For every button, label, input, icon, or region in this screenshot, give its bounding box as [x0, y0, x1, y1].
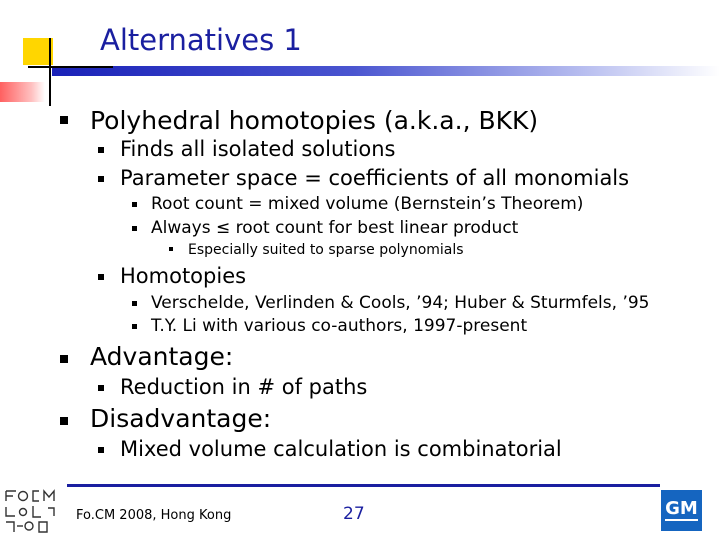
title-ornament-horizontal-line — [28, 66, 113, 68]
bullet-item: Polyhedral homotopies (a.k.a., BKK) — [90, 106, 539, 135]
bullet-item: Mixed volume calculation is combinatorial — [120, 437, 562, 461]
focm-logo-icon — [3, 488, 57, 536]
bullet-item: Especially suited to sparse polynomials — [188, 242, 464, 258]
slide-title: Alternatives 1 — [100, 23, 302, 57]
bullet-item: Reduction in # of paths — [120, 375, 368, 399]
bullet-square-icon — [169, 247, 173, 251]
bullet-square-icon — [60, 355, 68, 363]
bullet-item: T.Y. Li with various co-authors, 1997-present — [151, 316, 528, 336]
bullet-square-icon — [98, 447, 104, 453]
bullet-square-icon — [60, 417, 68, 425]
bullet-item: Verschelde, Verlinden & Cools, ’94; Huber & Sturmfels, ’95 — [151, 293, 650, 313]
bullet-item: Advantage: — [90, 342, 234, 371]
title-ornament-vertical-line — [49, 38, 51, 106]
gm-logo-text: GM — [665, 498, 698, 519]
bullet-square-icon — [132, 226, 137, 231]
title-accent-bar — [52, 66, 720, 76]
footer-rule — [67, 484, 660, 487]
slide-number: 27 — [343, 504, 365, 524]
bullet-item: Always ≤ root count for best linear product — [151, 218, 519, 238]
bullet-item: Homotopies — [120, 264, 247, 288]
gm-logo-icon — [661, 490, 702, 531]
bullet-item: Finds all isolated solutions — [120, 137, 396, 161]
bullet-square-icon — [98, 176, 104, 182]
bullet-square-icon — [98, 274, 104, 280]
bullet-square-icon — [98, 147, 104, 153]
bullet-item: Disadvantage: — [90, 404, 272, 433]
bullet-square-icon — [132, 202, 137, 207]
title-ornament-red — [0, 82, 45, 102]
bullet-square-icon — [132, 324, 137, 329]
bullet-square-icon — [132, 301, 137, 306]
footer-conference: Fo.CM 2008, Hong Kong — [76, 508, 232, 523]
bullet-item: Root count = mixed volume (Bernstein’s Theorem) — [151, 194, 584, 214]
bullet-item: Parameter space = coefficients of all monomials — [120, 166, 630, 190]
bullet-square-icon — [60, 116, 68, 124]
bullet-square-icon — [98, 385, 104, 391]
